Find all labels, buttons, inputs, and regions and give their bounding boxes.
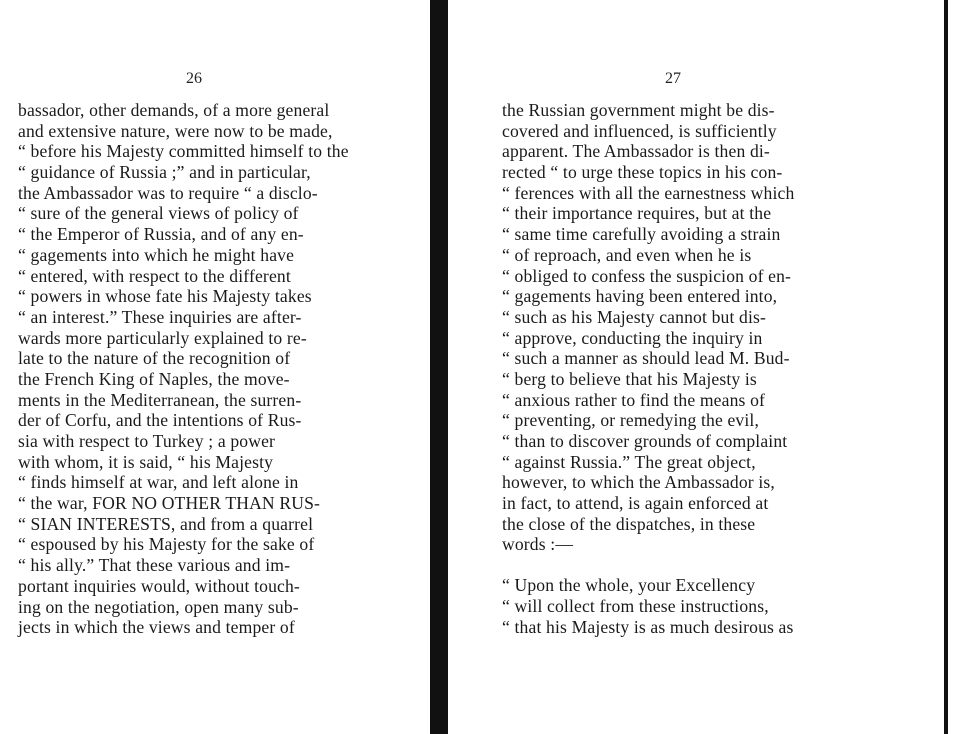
- text-line: “ ferences with all the earnestness which: [502, 182, 795, 203]
- text-line: “ finds himself at war, and left alone in: [18, 472, 299, 493]
- text-line: sia with respect to Turkey ; a power: [18, 431, 276, 451]
- text-line: apparent. The Ambassador is then di-: [502, 141, 770, 162]
- text-line: “ the war, FOR NO OTHER THAN RUS-: [18, 493, 321, 514]
- text-line: “ anxious rather to find the means of: [502, 389, 766, 410]
- text-line: late to the nature of the recognition of: [18, 348, 291, 369]
- text-line: words :—: [502, 534, 574, 555]
- text-line: “ the Emperor of Russia, and of any en-: [18, 224, 304, 245]
- text-line: “ same time carefully avoiding a strain: [502, 224, 781, 245]
- text-line: “ Upon the whole, your Excellency: [502, 575, 756, 596]
- text-line: wards more particularly explained to re-: [18, 327, 307, 348]
- text-line: “ powers in whose fate his Majesty takes: [18, 286, 312, 307]
- text-line: der of Corfu, and the intentions of Rus-: [18, 410, 302, 431]
- text-line: “ such a manner as should lead M. Bud-: [502, 348, 790, 369]
- text-line: the Ambassador was to require “ a disclo-: [18, 182, 318, 203]
- text-line: however, to which the Ambassador is,: [502, 472, 775, 493]
- text-line: “ berg to believe that his Majesty is: [502, 368, 757, 389]
- text-line: “ entered, with respect to the different: [18, 265, 291, 286]
- book-spine: [430, 0, 448, 734]
- text-line: and extensive nature, were now to be made,: [18, 120, 333, 141]
- text-line: the close of the dispatches, in these: [502, 513, 756, 534]
- text-line: “ approve, conducting the inquiry in: [502, 327, 763, 348]
- text-line: “ sure of the general views of policy of: [18, 203, 299, 224]
- text-line: “ preventing, or remedying the evil,: [502, 410, 760, 431]
- right-page-text: [502, 100, 862, 637]
- text-line: with whom, it is said, “ his Majesty: [18, 451, 274, 472]
- text-line: “ SIAN INTERESTS, and from a quarrel: [18, 513, 314, 534]
- paragraph-break: [502, 555, 862, 575]
- text-line: the French King of Naples, the move-: [18, 368, 290, 389]
- text-line: “ their importance requires, but at the: [502, 203, 772, 224]
- text-line: the Russian government might be dis-: [502, 100, 775, 120]
- text-line: “ of reproach, and even when he is: [502, 244, 752, 265]
- text-line: ments in the Mediterranean, the surren-: [18, 389, 302, 410]
- text-line: “ an interest.” These inquiries are after-: [18, 306, 302, 327]
- text-line: “ guidance of Russia ;” and in particular,: [18, 162, 311, 183]
- text-line: rected “ to urge these topics in his con-: [502, 162, 783, 183]
- text-line: “ gagements into which he might have: [18, 244, 295, 265]
- text-line: “ such as his Majesty cannot but dis-: [502, 306, 767, 327]
- text-line: “ than to discover grounds of complaint: [502, 431, 788, 451]
- text-line: “ obliged to confess the suspicion of en-: [502, 265, 792, 286]
- text-line: in fact, to attend, is again enforced at: [502, 493, 769, 514]
- text-line: “ espoused by his Majesty for the sake of: [18, 534, 315, 555]
- text-line: portant inquiries would, without touch-: [18, 575, 300, 596]
- text-line: “ will collect from these instructions,: [502, 595, 769, 616]
- page-number-right: 27: [665, 70, 681, 87]
- page-edge: [944, 0, 980, 734]
- text-line: “ before his Majesty committed himself to the: [18, 141, 349, 162]
- text-line: “ that his Majesty is as much desirous as: [502, 616, 794, 637]
- text-line: jects in which the views and temper of: [18, 617, 295, 638]
- text-line: “ his ally.” That these various and im-: [18, 555, 291, 576]
- page-number-left: 26: [186, 70, 202, 87]
- text-line: “ against Russia.” The great object,: [502, 451, 756, 472]
- text-line: bassador, other demands, of a more general: [18, 100, 330, 120]
- left-page-text: [18, 100, 373, 638]
- text-line: “ gagements having been entered into,: [502, 286, 778, 307]
- text-line: covered and influenced, is sufficiently: [502, 120, 777, 141]
- text-line: ing on the negotiation, open many sub-: [18, 596, 299, 617]
